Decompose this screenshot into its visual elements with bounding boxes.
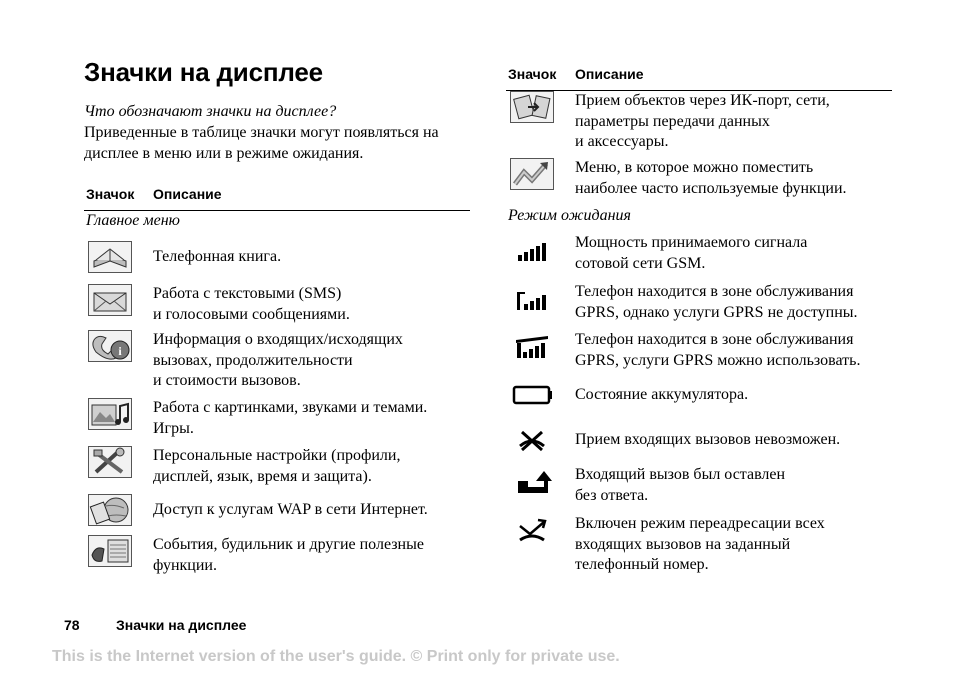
row-description (153, 500, 428, 521)
row-description (575, 233, 807, 274)
row-description (153, 247, 281, 268)
description-line: Персональные настройки (профили, (153, 447, 401, 464)
row-description (575, 91, 830, 153)
description-line: без ответа. (575, 486, 649, 504)
images-sounds-icon (88, 398, 132, 430)
description-line: и аксессуары. (575, 133, 669, 150)
left-table-header (86, 186, 476, 204)
battery-icon (510, 379, 554, 411)
wap-internet-icon (88, 494, 132, 526)
connectivity-icon (510, 91, 554, 123)
description-line: Меню, в которое можно поместить (575, 159, 814, 176)
row-description (575, 430, 840, 451)
svg-text:i: i (118, 344, 122, 358)
call-info-icon (88, 330, 132, 362)
description-line: и голосовыми сообщениями. (153, 305, 350, 323)
description-line: Телефон находится в зоне обслуживания (575, 283, 854, 300)
gprs-available-icon (510, 330, 554, 362)
description-line: функции. (153, 556, 217, 574)
row-description (153, 446, 400, 487)
messages-envelope-icon (88, 284, 132, 316)
signal-strength-icon (510, 233, 554, 265)
description-line: Информация о входящих/исходящих (153, 331, 403, 348)
footer-section-title: Значки на дисплее (116, 617, 247, 633)
call-forwarding-icon (510, 514, 554, 546)
icon-column-header: Значок (508, 66, 557, 82)
description-line: сотовой сети GSM. (575, 254, 706, 272)
row-description (575, 465, 785, 506)
description-column-header: Описание (153, 186, 222, 202)
row-description (575, 158, 847, 199)
calls-blocked-icon (510, 424, 554, 456)
main-menu-section-label: Главное меню (86, 212, 180, 229)
phonebook-icon (88, 241, 132, 273)
description-line: Доступ к услугам WAP в сети Интернет. (153, 501, 428, 518)
description-line: Игры. (153, 419, 194, 437)
row-description (575, 282, 858, 323)
description-line: Состояние аккумулятора. (575, 386, 749, 403)
description-line: Мощность принимаемого сигнала (575, 234, 808, 251)
shortcuts-icon (510, 158, 554, 190)
row-description (575, 330, 860, 371)
description-line: и стоимости вызовов. (153, 372, 301, 389)
description-line: входящих вызовов на заданный (575, 535, 791, 553)
description-line: вызовах, продолжительности (153, 351, 353, 369)
description-line: Прием входящих вызовов невозможен. (575, 431, 841, 448)
left-header-rule (84, 210, 470, 211)
organizer-calendar-icon (88, 535, 132, 567)
description-line: Работа с картинками, звуками и темами. (153, 399, 428, 416)
description-line: Телефон находится в зоне обслуживания (575, 331, 854, 348)
gprs-unavailable-icon (510, 282, 554, 314)
description-line: телефонный номер. (575, 556, 709, 573)
description-line: Прием объектов через ИК-порт, сети, (575, 92, 830, 109)
description-line: События, будильник и другие полезные (153, 536, 424, 553)
row-description (153, 330, 403, 392)
description-line: Входящий вызов был оставлен (575, 466, 786, 483)
description-line: GPRS, услуги GPRS можно использовать. (575, 351, 861, 369)
right-table-header (508, 66, 898, 84)
settings-tools-icon (88, 446, 132, 478)
description-line: Работа с текстовыми (SMS) (153, 285, 342, 302)
intro-text: Приведенные в таблице значки могут появляться на дисплее в меню или в режиме ожидания. (84, 124, 439, 162)
description-line: дисплей, язык, время и защита). (153, 467, 372, 485)
watermark: This is the Internet version of the user's guide. © Print only for private use. (52, 648, 620, 665)
intro-question: Что обозначают значки на дисплее? (84, 103, 337, 120)
row-description (575, 385, 748, 406)
description-column-header: Описание (575, 66, 644, 82)
description-line: GPRS, однако услуги GPRS не доступны. (575, 303, 858, 321)
description-line: наиболее часто используемые функции. (575, 179, 847, 197)
row-description (153, 284, 350, 325)
description-line: Включен режим переадресации всех (575, 515, 825, 532)
description-line: параметры передачи данных (575, 112, 770, 130)
standby-section-label: Режим ожидания (508, 207, 631, 224)
page-title: Значки на дисплее (84, 57, 323, 87)
missed-call-icon (510, 465, 554, 497)
icon-column-header: Значок (86, 186, 135, 202)
page-number: 78 (64, 617, 80, 633)
row-description (153, 398, 427, 439)
row-description (153, 535, 424, 576)
description-line: Телефонная книга. (153, 248, 282, 265)
row-description (575, 514, 825, 576)
